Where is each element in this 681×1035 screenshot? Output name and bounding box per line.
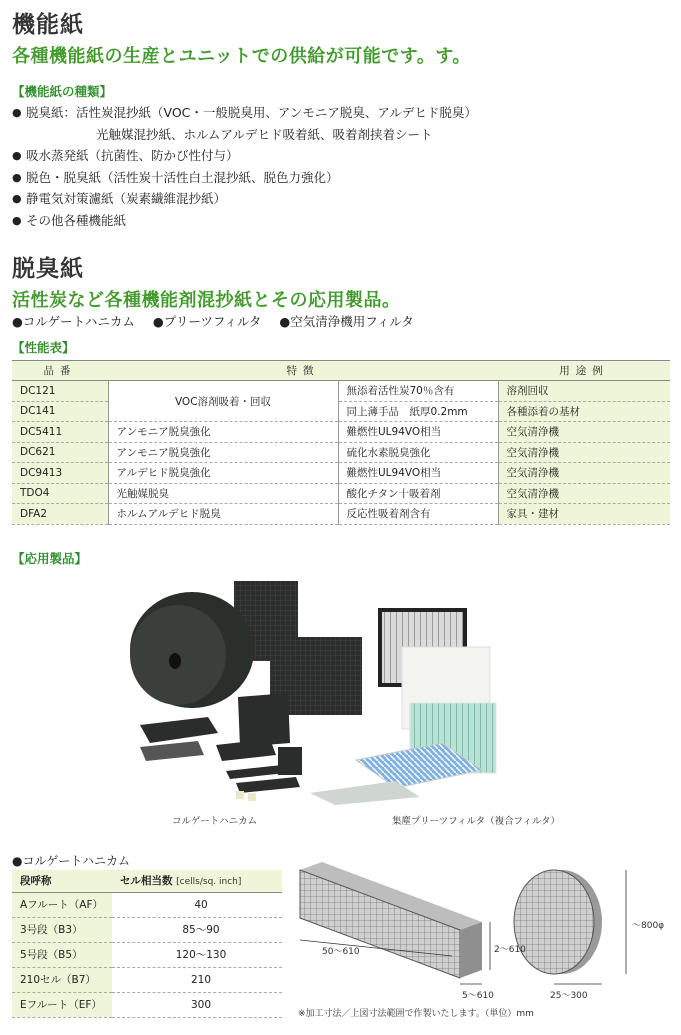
page-title: 機能紙 <box>12 12 84 38</box>
list-item: ● その他各種機能紙 <box>12 210 672 232</box>
table-row: 5号段（B5） 120～130 <box>12 942 282 967</box>
lead-text: 各種機能紙の生産とユニットでの供給が可能です。す。 <box>12 46 471 67</box>
dim-depth: 5～610 <box>462 991 494 1001</box>
photo-caption-left: コルゲートハニカム <box>172 816 258 827</box>
col-header-use: 用途例 <box>498 361 670 381</box>
deodor-items <box>12 312 428 330</box>
table-row: 210セル（B7） 210 <box>12 967 282 992</box>
col-header-name: 段呼称 <box>12 870 112 892</box>
corrugate-table <box>12 870 282 1018</box>
table-row: DFA2 ホルムアルデヒド脱臭 反応性吸着剤含有 家具・建材 <box>12 504 670 525</box>
honeycomb-disc-diagram <box>514 870 594 974</box>
photo-caption-right: 集塵プリーツフィルタ（複合フィルタ） <box>392 816 560 827</box>
table-row: Eフルート（EF） 300 <box>12 992 282 1017</box>
section-title-deodor: 脱臭紙 <box>12 256 84 282</box>
list-item: ● 静電気対策濾紙（炭素繊維混抄紙） <box>12 188 672 210</box>
col-header-feature: 特徴 <box>108 361 498 381</box>
list-item: ●コルゲートハニカム <box>12 314 135 329</box>
table-header-row <box>12 870 282 892</box>
table-row: DC621 アンモニア脱臭強化 硫化水素脱臭強化 空気清浄機 <box>12 442 670 463</box>
table-row: DC121 VOC溶剤吸着・回収 無添着活性炭70％含有 溶剤回収 <box>12 381 670 402</box>
dim-height: 2～610 <box>494 945 526 955</box>
types-heading: 【機能紙の種類】 <box>12 84 113 99</box>
table-row: DC141 同上薄手品 紙厚0.2mm 各種添着の基材 <box>12 401 670 422</box>
dim-thickness: 25～300 <box>550 991 588 1001</box>
list-item: ● 脱色・脱臭紙（活性炭十活性白土混抄紙、脱色力強化） <box>12 167 672 189</box>
col-header-model: 品番 <box>12 361 108 381</box>
table-row: 3号段（B3） 85～90 <box>12 917 282 942</box>
list-item: ● 吸水蒸発紙（抗菌性、防かび性付与） <box>12 145 672 167</box>
list-item: ●プリーツフィルタ <box>152 314 262 329</box>
list-item: ● 脱臭紙：活性炭混抄紙（VOC・一般脱臭用、アンモニア脱臭、アルデヒド脱臭） 光触媒混抄紙、ホルムアルデヒド吸着紙、吸着剤挟着シート <box>12 102 672 145</box>
dim-length: 50～610 <box>322 947 360 957</box>
table-row: TDO4 光触媒脱臭 酸化チタン十吸着剤 空気清浄機 <box>12 483 670 504</box>
table-row: DC9413 アルデヒド脱臭強化 難燃性UL94VO相当 空気清浄機 <box>12 463 670 484</box>
perf-heading: 【性能表】 <box>12 340 75 355</box>
app-heading: 【応用製品】 <box>12 551 88 566</box>
table-header-row <box>12 361 670 381</box>
dim-diameter: ～800φ <box>632 921 665 931</box>
col-header-cells: セル相当数 [cells/sq. inch] <box>112 870 282 892</box>
list-item: ●空気清浄機用フィルタ <box>279 314 414 329</box>
dimension-note: ※加工寸法／上図寸法範囲で作製いたします。（単位）mm <box>298 1009 534 1019</box>
corr-title: ●コルゲートハニカム <box>12 854 130 868</box>
types-list <box>12 102 672 231</box>
table-row: Aフルート（AF） 40 <box>12 892 282 917</box>
table-row: DC5411 アンモニア脱臭強化 難燃性UL94VO相当 空気清浄機 <box>12 422 670 443</box>
performance-table <box>12 360 670 525</box>
product-photo <box>120 575 560 805</box>
deodor-lead: 活性炭など各種機能剤混抄紙とその応用製品。 <box>12 290 401 311</box>
